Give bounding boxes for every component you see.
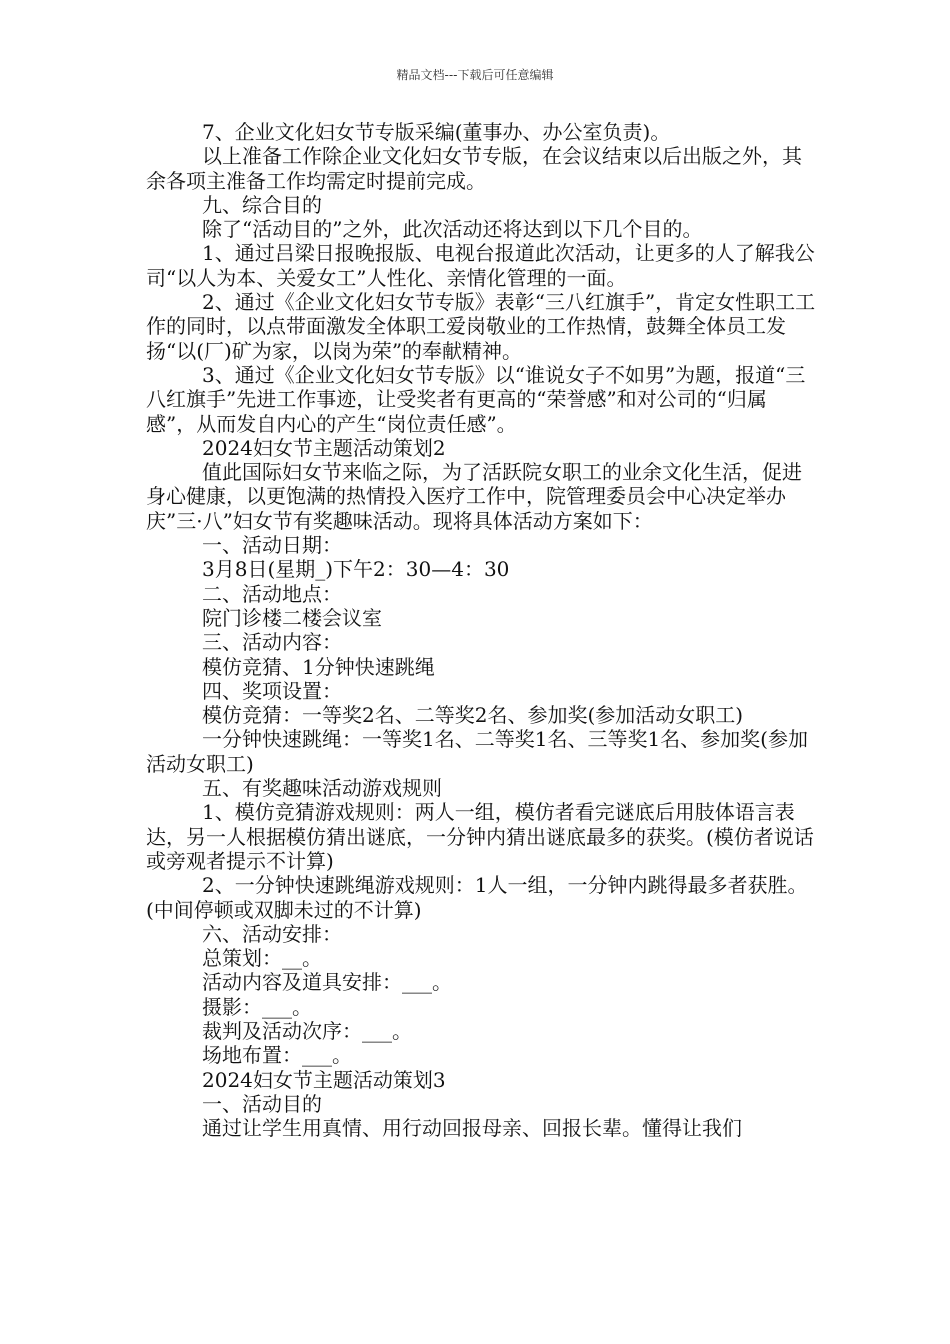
paragraph-awards-imitation: 模仿竞猜：一等奖2名、二等奖2名、参加奖(参加活动女职工)	[202, 703, 744, 728]
paragraph-awards-rope: 一分钟快速跳绳：一等奖1名、二等奖1名、三等奖1名、参加奖(参加活动女职工)	[146, 727, 808, 776]
paragraph-referee: 裁判及活动次序：___。	[202, 1018, 412, 1043]
page-header-note: 精品文档---下载后可任意编辑	[396, 68, 554, 82]
paragraph-goal-2: 2、通过《企业文化妇女节专版》表彰“三八红旗手”，肯定女性职工工作的同时，以点带面激发全体职工爱岗敬业的工作热情，鼓舞全体员工发扬“以(厂)矿为家，以岗为荣”的奉献精神。	[146, 290, 816, 363]
paragraph-rule-1: 1、模仿竞猜游戏规则：两人一组，模仿者看完谜底后用肢体语言表达，另一人根据模仿猜出谜底，一分钟内猜出谜底最多的获奖。(模仿者说话或旁观者提示不计算)	[146, 800, 814, 873]
paragraph-goal-3: 3、通过《企业文化妇女节专版》以“谁说女子不如男”为题，报道“三八红旗手”先进工作事迹，让受奖者有更高的“荣誉感”和对公司的“归属感”，从而发自内心的产生“岗位责任感”。	[146, 362, 806, 436]
section-heading-comprehensive-goals: 九、综合目的	[202, 192, 322, 217]
paragraph-prep-note: 以上准备工作除企业文化妇女节专版，在会议结束以后出版之外，其余各项主准备工作均需定时提前完成。	[146, 144, 802, 193]
section-heading-activity-goal: 一、活动目的	[202, 1091, 322, 1116]
paragraph-item-7: 7、企业文化妇女节专版采编(董事办、办公室负责)。	[202, 120, 671, 144]
paragraph-location-value: 院门诊楼二楼会议室	[202, 605, 382, 630]
section-heading-date: 一、活动日期：	[202, 533, 342, 558]
paragraph-plan-2-intro: 值此国际妇女节来临之际，为了活跃院女职工的业余文化生活，促进身心健康，以更饱满的热情投入医疗工作中，院管理委员会中心决定举办庆”三·八”妇女节有奖趣味活动。现将具体活动方案如下：	[146, 460, 802, 533]
section-title-plan-2: 2024妇女节主题活动策划2	[202, 435, 446, 460]
section-heading-arrangement: 六、活动安排：	[202, 921, 342, 946]
section-title-plan-3: 2024妇女节主题活动策划3	[202, 1067, 446, 1092]
paragraph-goals-intro: 除了“活动目的”之外，此次活动还将达到以下几个目的。	[202, 217, 703, 242]
section-heading-content: 三、活动内容：	[202, 630, 342, 655]
section-heading-location: 二、活动地点：	[202, 581, 342, 606]
paragraph-photography: 摄影：___。	[202, 994, 312, 1019]
section-heading-awards: 四、奖项设置：	[202, 678, 342, 703]
paragraph-venue: 场地布置：___。	[202, 1043, 352, 1068]
paragraph-date-value: 3月8日(星期_)下午2：30—4：30	[202, 557, 510, 582]
document-body	[146, 120, 816, 1140]
paragraph-content-value: 模仿竞猜、1分钟快速跳绳	[202, 654, 435, 679]
paragraph-planner: 总策划：__。	[202, 946, 322, 971]
paragraph-activity-goal-text: 通过让学生用真情、用行动回报母亲、回报长辈。懂得让我们	[202, 1116, 742, 1141]
paragraph-rule-2: 2、一分钟快速跳绳游戏规则：1人一组，一分钟内跳得最多者获胜。(中间停顿或双脚未过的不计算)	[146, 873, 808, 922]
paragraph-goal-1: 1、通过吕梁日报晚报版、电视台报道此次活动，让更多的人了解我公司“以人为本、关爱女工”人性化、亲情化管理的一面。	[146, 241, 815, 290]
paragraph-props: 活动内容及道具安排：___。	[202, 970, 452, 995]
section-heading-game-rules: 五、有奖趣味活动游戏规则	[202, 776, 442, 801]
